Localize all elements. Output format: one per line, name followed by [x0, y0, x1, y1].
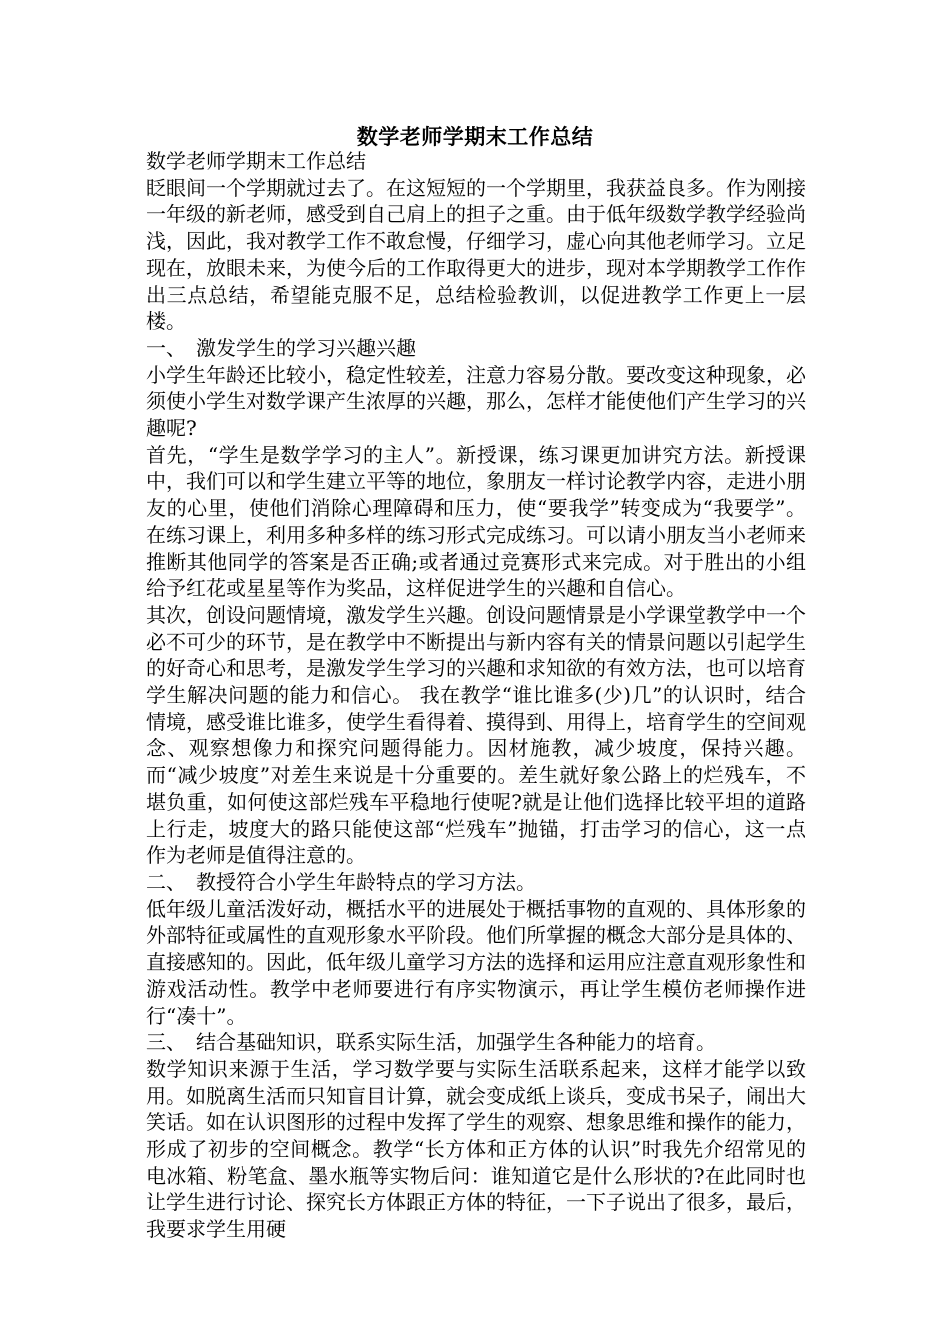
- paragraph: 数学知识来源于生活，学习数学要与实际生活联系起来，这样才能学以致用。如脱离生活而只知盲目计算，就会变成纸上谈兵，变成书呆子，闹出大笑话。如在认识图形的过程中发挥了学生的观察、想象思维和操作的能力，形成了初步的空间概念。教学“长方体和正方体的认识”时我先介绍常见的电冰箱、粉笔盒、墨水瓶等实物后问：谁知道它是什么形状的?在此同时也让学生进行讨论、探究长方体跟正方体的特征，一下子说出了很多，最后，我要求学生用硬: [146, 1056, 806, 1242]
- section-heading-3: 三、 结合基础知识，联系实际生活，加强学生各种能力的培育。: [146, 1030, 716, 1055]
- paragraph: 其次，创设问题情境，激发学生兴趣。创设问题情景是小学课堂教学中一个必不可少的环节，是在教学中不断提出与新内容有关的情景问题以引起学生的好奇心和思考，是激发学生学习的兴趣和求知欲的有效方法，也可以培育学生解决问题的能力和信心。 我在教学“谁比谁多(少)几”的认识时，结合情境，感受谁比谁多，使学生看得着、摸得到、用得上，培育学生的空间观念、观察想像力和探究问题得能力。因材施教，减少坡度，保持兴趣。而“减少坡度”对差生来说是十分重要的。差生就好象公路上的烂残车，不堪负重，如何使这部烂残车平稳地行使呢?就是让他们选择比较平坦的道路上行走，坡度大的路只能使这部“烂残车”抛锚，打击学习的信心，这一点作为老师是值得注意的。: [146, 602, 806, 868]
- section-heading-2: 二、 教授符合小学生年龄特点的学习方法。: [146, 869, 536, 894]
- document-title: 数学老师学期末工作总结: [356, 124, 594, 149]
- paragraph-subtitle: 数学老师学期末工作总结: [146, 149, 366, 173]
- document-body: [146, 148, 806, 1243]
- section-heading-1: 一、 激发学生的学习兴趣兴趣: [146, 335, 416, 360]
- paragraph: 低年级儿童活泼好动，概括水平的进展处于概括事物的直观的、具体形象的外部特征或属性的直观形象水平阶段。他们所掌握的概念大部分是具体的、直接感知的。因此，低年级儿童学习方法的选择和运用应注意直观形象性和游戏活动性。教学中老师要进行有序实物演示，再让学生模仿老师操作进行“凑十”。: [146, 896, 806, 1028]
- paragraph: 小学生年龄还比较小，稳定性较差，注意力容易分散。要改变这种现象，必须使小学生对数学课产生浓厚的兴趣，那么，怎样才能使他们产生学习的兴趣呢?: [146, 362, 806, 441]
- paragraph-intro: 眨眼间一个学期就过去了。在这短短的一个学期里，我获益良多。作为刚接一年级的新老师，感受到自己肩上的担子之重。由于低年级数学教学经验尚浅，因此，我对教学工作不敢怠慢，仔细学习，虚心向其他老师学习。立足现在，放眼未来，为使今后的工作取得更大的进步，现对本学期教学工作作出三点总结，希望能克服不足，总结检验教训，以促进教学工作更上一层楼。: [146, 175, 806, 334]
- paragraph: 首先，“学生是数学学习的主人”。新授课，练习课更加讲究方法。新授课中，我们可以和学生建立平等的地位，象朋友一样讨论教学内容，走进小朋友的心里，使他们消除心理障碍和压力，使“要我学”转变成为“我要学”。在练习课上，利用多种多样的练习形式完成练习。可以请小朋友当小老师来推断其他同学的答案是否正确;或者通过竞赛形式来完成。对于胜出的小组给予红花或星星等作为奖品，这样促进学生的兴趣和自信心。: [146, 442, 806, 601]
